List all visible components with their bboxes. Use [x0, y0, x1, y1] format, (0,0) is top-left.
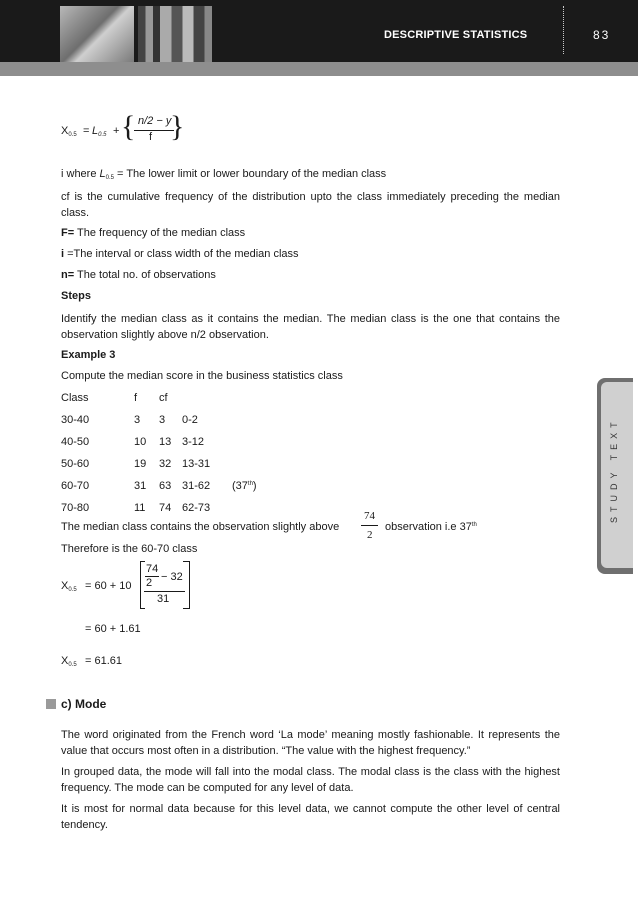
section-marker	[46, 699, 56, 709]
column-header-class: Class	[61, 392, 89, 404]
fraction-line	[361, 525, 378, 526]
header-title: DESCRIPTIVE STATISTICS	[384, 29, 528, 41]
example-intro: Compute the median score in the business statistics class	[61, 370, 343, 382]
header-separator	[563, 6, 564, 54]
fraction-numerator: 74	[364, 510, 375, 522]
therefore-line: Therefore is the 60-70 class	[61, 543, 198, 555]
definition-n: n= The total no. of observations	[61, 269, 216, 281]
definition-F: F= The frequency of the median class	[61, 227, 246, 239]
formula-fraction-line	[134, 130, 174, 131]
median-observation: observation i.e 37th	[385, 521, 477, 533]
page-number: 83	[593, 28, 611, 42]
steps-heading: Steps	[61, 290, 91, 302]
header-image-books	[138, 6, 212, 62]
mode-heading: c) Mode	[61, 697, 107, 711]
mode-paragraph-3: It is most for normal data because for this level data, we cannot compute the other level of central tendency.	[61, 803, 560, 831]
calc-result: = 61.61	[85, 655, 123, 667]
header-subbar	[0, 62, 638, 76]
definition-i: i =The interval or class width of the median class	[61, 248, 299, 260]
inner-denominator: 2	[146, 577, 153, 589]
definition-L: i where $L_{0.5}$ = The lower limit or lower boundary of the median class	[61, 168, 387, 181]
inner-numerator: 74	[146, 563, 159, 575]
median-class-sentence: The median class contains the observation slightly above	[61, 521, 340, 533]
definition-cf: cf is the cumulative frequency of the distribution upto the class immediately preceding the median class.	[61, 191, 560, 219]
calc-step-2: = 60 + 1.61	[85, 623, 141, 635]
column-header-cf: cf	[159, 392, 168, 404]
right-brace: }	[170, 110, 185, 143]
calc-minus: − 32	[161, 571, 183, 583]
header-image-calculator	[60, 6, 134, 62]
formula-denominator: f	[149, 131, 153, 143]
column-header-f: f	[134, 392, 138, 404]
mode-paragraph-2: In grouped data, the mode will fall into the modal class. The modal class is the class with the highest frequency. The mode can be computed for any level of data.	[61, 766, 560, 794]
fraction-denominator: 2	[367, 529, 373, 541]
left-brace: {	[121, 110, 136, 143]
steps-text: Identify the median class as it contains the median. The median class is the one that contains the observation slightly above n/2 observation.	[61, 313, 560, 341]
formula-numerator: n/2 − y	[138, 115, 172, 127]
example-heading: Example 3	[61, 349, 116, 361]
calc-denominator: 31	[157, 593, 170, 605]
median-position-note: (37th)	[232, 480, 257, 492]
mode-paragraph-1: The word originated from the French word ‘La mode’ meaning mostly fashionable. It represents the value that occurs most often in a distribution. “The value with the highest frequency.”	[61, 729, 560, 757]
side-tab-label: STUDY TEXT	[609, 417, 619, 523]
